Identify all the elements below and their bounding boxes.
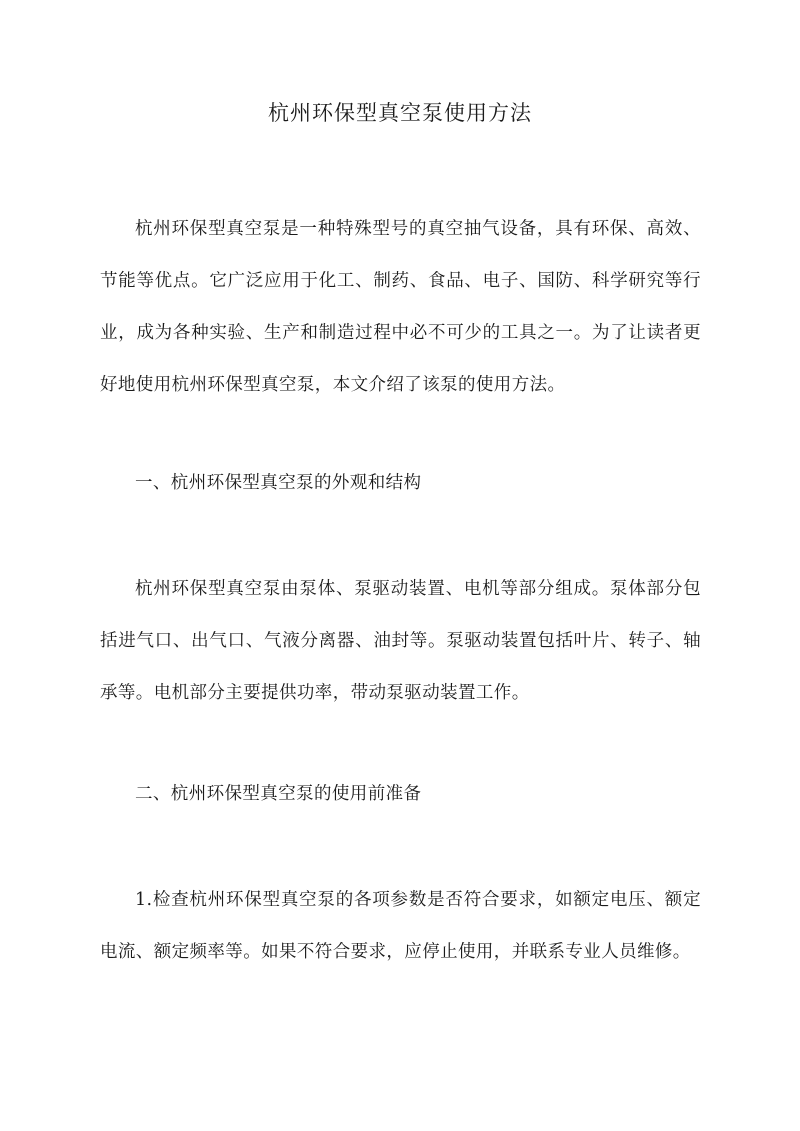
structure-paragraph: 杭州环保型真空泵由泵体、泵驱动装置、电机等部分组成。泵体部分包括进气口、出气口、气液分离器、油封等。泵驱动装置包括叶片、转子、轴承等。电机部分主要提供功率，带动泵驱动装置工作。: [100, 579, 701, 703]
section-heading-appearance: 一、杭州环保型真空泵的外观和结构: [135, 473, 422, 493]
document-title: 杭州环保型真空泵使用方法: [268, 101, 532, 125]
preparation-item-1: 1.检查杭州环保型真空泵的各项参数是否符合要求，如额定电压、额定电流、额定频率等。如果不符合要求，应停止使用，并联系专业人员维修。: [100, 890, 701, 962]
intro-paragraph: 杭州环保型真空泵是一种特殊型号的真空抽气设备，具有环保、高效、节能等优点。它广泛应用于化工、制药、食品、电子、国防、科学研究等行业，成为各种实验、生产和制造过程中必不可少的工具之一。为了让读者更好地使用杭州环保型真空泵，本文介绍了该泵的使用方法。: [100, 219, 701, 395]
section-heading-preparation: 二、杭州环保型真空泵的使用前准备: [135, 784, 422, 804]
